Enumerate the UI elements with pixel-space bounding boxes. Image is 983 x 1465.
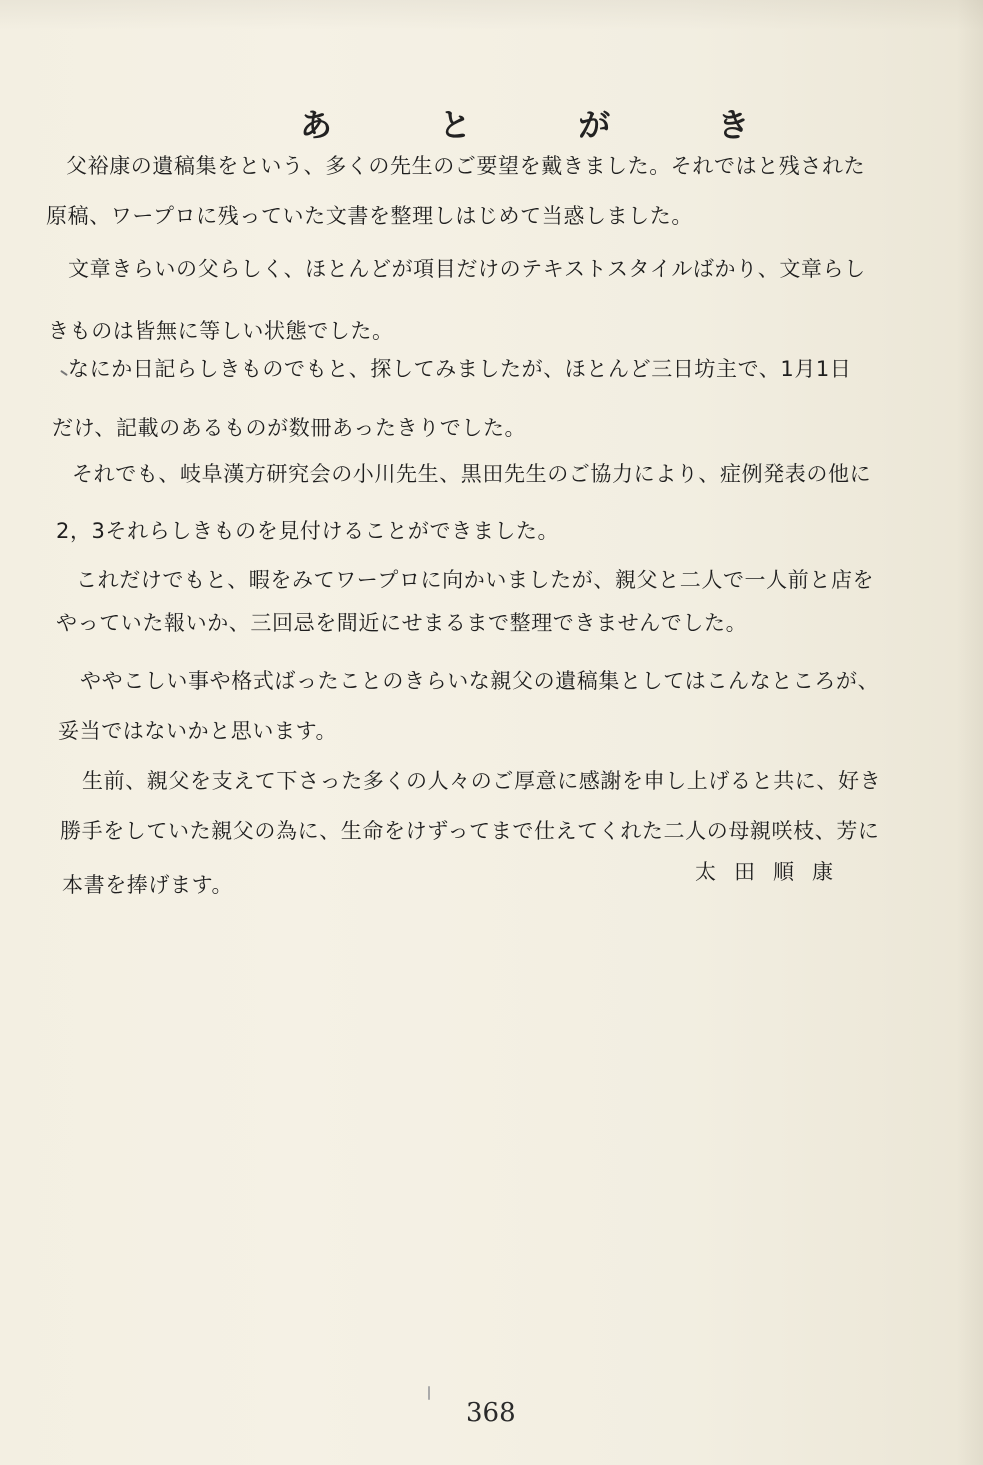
body-line-14: 勝手をしていた親父の為に、生命をけずってまで仕えてくれた二人の母親咲枝、芳に xyxy=(60,819,880,843)
page-title: あ と が き xyxy=(300,106,798,144)
body-line-13: 生前、親父を支えて下さった多くの人々のご厚意に感謝を申し上げると共に、好き xyxy=(82,769,882,793)
body-line-11: ややこしい事や格式ばったことのきらいな親父の遺稿集としてはこんなところが、 xyxy=(80,669,880,693)
body-line-1: 父裕康の遺稿集をという、多くの先生のご要望を戴きました。それではと残された xyxy=(66,154,866,178)
body-line-4: きものは皆無に等しい状態でした。 xyxy=(48,319,394,343)
body-line-15: 本書を捧げます。 xyxy=(62,873,234,897)
page-number: 368 xyxy=(466,1398,516,1428)
author-signature: 太田順康 xyxy=(695,860,851,884)
page-edge-shadow xyxy=(957,0,983,1465)
page-top-shadow xyxy=(0,0,983,30)
body-line-6: だけ、記載のあるものが数冊あったきりでした。 xyxy=(52,416,527,440)
body-line-7: それでも、岐阜漢方研究会の小川先生、黒田先生のご協力により、症例発表の他に xyxy=(72,462,872,486)
body-line-3: 文章きらいの父らしく、ほとんどが項目だけのテキストスタイルばかり、文章らし xyxy=(68,257,866,281)
body-line-2: 原稿、ワープロに残っていた文書を整理しはじめて当惑しました。 xyxy=(46,204,693,228)
body-line-10: やっていた報いか、三回忌を間近にせまるまで整理できませんでした。 xyxy=(56,611,748,635)
body-line-5: なにか日記らしきものでもと、探してみましたが、ほとんど三日坊主で、1月1日 xyxy=(68,357,852,381)
body-line-9: これだけでもと、暇をみてワープロに向かいましたが、親父と二人で一人前と店を xyxy=(76,568,875,592)
body-line-8: 2，3それらしきものを見付けることができました。 xyxy=(56,519,560,543)
body-line-12: 妥当ではないかと思います。 xyxy=(58,719,338,743)
scan-speck xyxy=(428,1386,430,1400)
scan-speck xyxy=(60,370,68,376)
